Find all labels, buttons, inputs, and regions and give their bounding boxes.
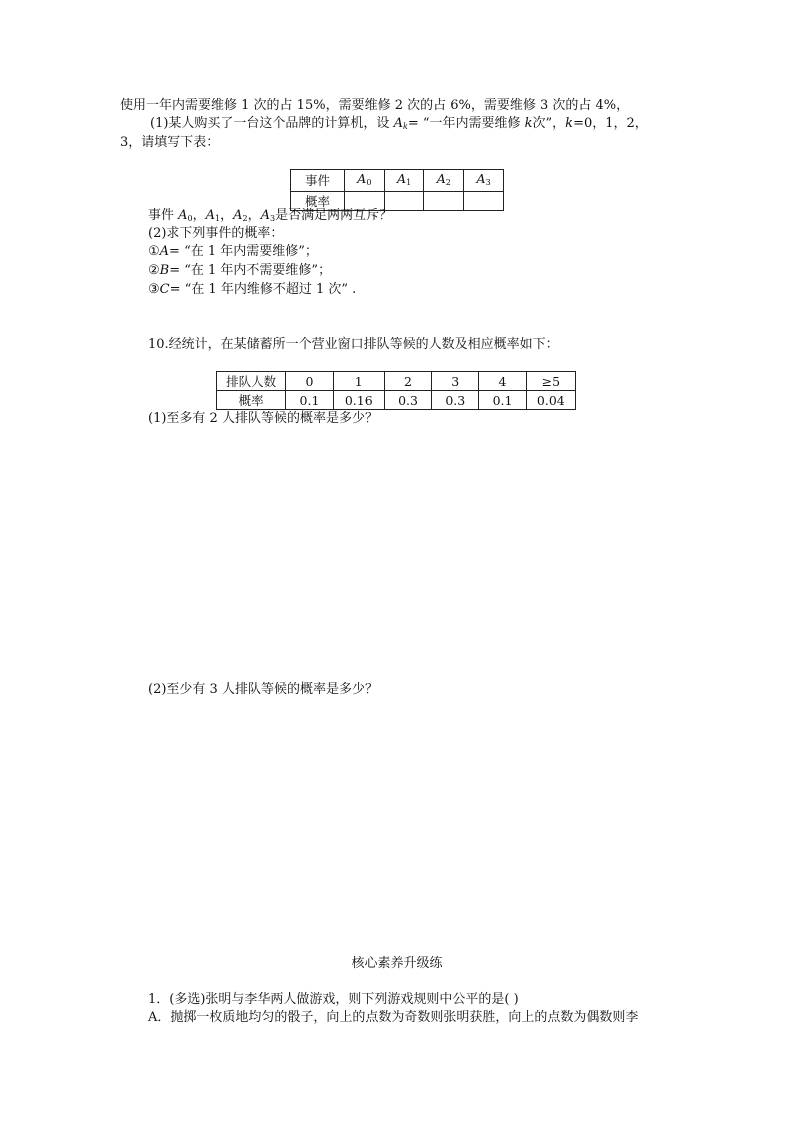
item-text: = “在 1 年内维修不超过 1 次” . — [169, 282, 357, 297]
item-num: ③ — [148, 282, 160, 297]
q10-title: 10.经统计，在某储蓄所一个营业窗口排队等候的人数及相应概率如下： — [148, 337, 559, 352]
item-num: ① — [148, 244, 160, 259]
table-cell-empty — [424, 192, 464, 211]
q1-line-1 — [150, 115, 648, 136]
event-var: A — [178, 208, 188, 223]
q2-heading: (2)求下列事件的概率： — [148, 226, 284, 241]
q-post: 是否满足两两互斥？ — [275, 208, 393, 223]
event-sub: 2 — [445, 178, 451, 187]
table-cell: 0.1 — [479, 391, 526, 410]
table-header-cell: 2 — [384, 372, 431, 391]
table-row — [217, 372, 576, 391]
sep: ， — [192, 208, 206, 223]
event-var: A — [205, 208, 216, 223]
q1-line-1-text-b: = “一年内需要维修 — [407, 116, 525, 131]
event-var: A — [397, 171, 407, 186]
event-var: A — [476, 171, 486, 186]
table-row-label: 概率 — [291, 192, 345, 211]
item-text: = “在 1 年内需要维修”； — [169, 244, 318, 259]
table-row-label: 概率 — [217, 391, 286, 410]
table-header-cell: 事件 — [291, 170, 345, 192]
table-header-cell — [384, 170, 424, 192]
intro-line-1: 使用一年内需要维修 1 次的占 15%，需要维修 2 次的占 6%，需要维修 3 次的占 4%， — [120, 98, 630, 113]
table-header-cell — [424, 170, 464, 192]
queue-probability-table — [216, 371, 576, 410]
event-var: A — [233, 208, 243, 223]
table-cell: 0.3 — [432, 391, 479, 410]
event-sub: 1 — [215, 214, 221, 223]
table-header-cell: 1 — [333, 372, 384, 391]
q1-var-k-sub: k — [402, 122, 408, 131]
event-sub: 2 — [242, 214, 248, 223]
q10-sub1: (1)至多有 2 人排队等候的概率是多少？ — [148, 411, 378, 426]
event-sub: 0 — [366, 178, 372, 187]
list-item — [148, 243, 318, 261]
table-header-cell — [345, 170, 385, 192]
list-item — [148, 262, 331, 280]
table-header-cell: 4 — [479, 372, 526, 391]
table-header-cell — [464, 170, 504, 192]
item-var: A — [159, 244, 170, 259]
section-title: 核心素养升级练 — [351, 956, 443, 971]
q10-sub2: (2)至少有 3 人排队等候的概率是多少？ — [148, 682, 378, 697]
table-cell-empty — [464, 192, 504, 211]
q1-var-k2: k — [565, 116, 574, 131]
event-sub: 3 — [270, 214, 276, 223]
event-var: A — [357, 171, 367, 186]
event-sub: 0 — [187, 214, 193, 223]
item-var: B — [159, 263, 170, 278]
item-text: = “在 1 年内不需要维修”； — [169, 263, 332, 278]
sep: ， — [247, 208, 261, 223]
table-cell: 0.3 — [384, 391, 431, 410]
table-row — [217, 391, 576, 410]
item-var: C — [159, 282, 170, 297]
event-var: A — [436, 171, 446, 186]
item-num: ② — [148, 263, 160, 278]
event-sub: 1 — [406, 178, 412, 187]
table-cell: 0.16 — [333, 391, 384, 410]
table-cell: 0.04 — [526, 391, 575, 410]
section-option-a: A．抛掷一枚质地均匀的骰子，向上的点数为奇数则张明获胜，向上的点数为偶数则李 — [148, 1010, 639, 1025]
q1-line-2: 3，请填写下表： — [120, 135, 220, 150]
event-probability-table — [290, 169, 504, 211]
list-item — [148, 281, 356, 299]
table-row — [291, 170, 504, 192]
table-header-cell: 排队人数 — [217, 372, 286, 391]
event-var: A — [260, 208, 271, 223]
event-sub: 3 — [485, 178, 491, 187]
q1-line-1-text-c: 次”， — [532, 116, 566, 131]
q1-line-1-text-a: (1)某人购买了一台这个品牌的计算机，设 — [150, 116, 394, 131]
q1-line-1-text-e: =0，1，2， — [573, 116, 648, 131]
sep: ， — [220, 208, 234, 223]
q1-var-k: k — [524, 116, 533, 131]
table-header-cell: 3 — [432, 372, 479, 391]
table-header-cell: ≥5 — [526, 372, 575, 391]
section-q1: 1．(多选)张明与李华两人做游戏，则下列游戏规则中公平的是( ) — [148, 992, 519, 1007]
table-cell: 0.1 — [286, 391, 333, 410]
q-pre: 事件 — [148, 208, 179, 223]
q1-var-A: A — [393, 116, 403, 131]
table-header-cell: 0 — [286, 372, 333, 391]
